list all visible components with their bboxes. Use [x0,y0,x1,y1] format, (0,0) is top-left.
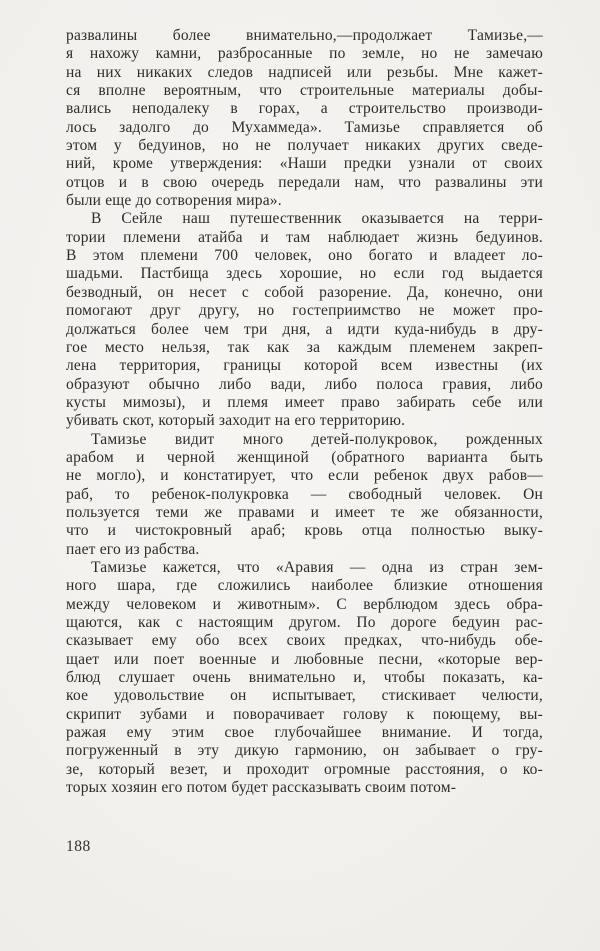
text-line: ражая ему этим свое глубочайшее внимание. И тогда, [66,724,543,742]
text-line: что и чистокровный араб; кровь отца полностью выку- [66,522,543,540]
paragraph [66,559,543,797]
text-line: между человеком и животным». С верблюдом здесь обра- [66,595,543,613]
text-line: я нахожу камни, разбросанные по земле, но не замечаю [66,45,543,63]
paragraph [66,431,543,559]
text-line: этом у бедуинов, но не получает никаких других сведе- [66,137,543,155]
text-line: пользуется теми же правами и имеет те же обязанности, [66,503,543,521]
text-line: ний, кроме утверждения: «Наши предки узнали от своих [66,155,543,173]
text-line: тории племени атайба и там наблюдает жизнь бедуинов. [66,228,543,246]
text-line: раб, то ребенок-полукровка — свободный человек. Он [66,485,543,503]
text-line: не могло), и констатирует, что если ребенок двух рабов— [66,467,543,485]
page-text-block [66,27,543,797]
text-line: зе, который везет, и проходит огромные расстояния, о ко- [66,760,543,778]
text-line: развалины более внимательно,—продолжает Тамизье,— [66,27,543,44]
text-line: отцов и в свою очередь передали нам, что развалины эти [66,173,543,191]
text-line: погруженный в эту дикую гармонию, он забывает о гру- [66,742,543,760]
text-line: гое место нельзя, так как за каждым племенем закреп- [66,338,543,356]
text-line: сказывает ему обо всех своих предках, что-нибудь обе- [66,632,543,650]
text-line: шадьми. Пастбища здесь хорошие, но если год выдается [66,265,543,283]
text-line: убивать скот, который заходит на его территорию. [66,412,406,430]
text-line: арабом и черной женщиной (обратного варианта быть [66,448,543,466]
text-line: вались неподалеку в горах, а строительство производи- [66,100,543,118]
text-line: скрипит зубами и поворачивает голову к поющему, вы- [66,705,543,723]
text-line: щает или поет военные и любовные песни, «которые вер- [66,650,543,668]
text-line: блюд слушает очень внимательно и, чтобы показать, ка- [66,669,543,687]
text-line: Тамизье кажется, что «Аравия — одна из стран зем- [91,558,543,576]
text-line: кусты мимозы), и племя имеет право забирать себе или [66,393,543,411]
text-line: пает его из рабства. [66,540,200,558]
text-line: были еще до сотворения мира». [66,192,282,210]
page-number: 188 [66,838,91,855]
text-line: безводный, он несет с собой разорение. Да, конечно, они [66,283,543,301]
paragraph [66,27,543,210]
text-line: В этом племени 700 человек, оно богато и владеет ло- [66,247,543,265]
text-line: торых хозяин его потом будет рассказывать своим потом- [66,779,457,797]
text-line: Тамизье видит много детей-полукровок, рожденных [91,430,543,448]
text-line: помогают друг другу, но гостеприимство не может про- [66,302,543,320]
text-line: ного шара, где сложились наиболее близкие отношения [66,577,543,595]
text-line: образуют обычно либо вади, либо полоса гравия, либо [66,375,543,393]
text-line: щаются, как с настоящим другом. По дороге бедуин рас- [66,614,543,631]
text-line: лось задолго до Мухаммеда». Тамизье справляется об [66,118,543,136]
text-line: лена территория, границы которой всем известны (их [66,357,543,375]
text-line: ся вполне вероятным, что строительные материалы добы- [66,82,543,100]
paragraph [66,210,543,430]
text-line: на них никаких следов надписей или резьбы. Мне кажет- [66,63,543,81]
text-line: должаться более чем три дня, а идти куда-нибудь в дру- [66,320,543,338]
text-line: кое удовольствие он испытывает, стискивает челюсти, [66,687,543,705]
text-line: В Сейле наш путешественник оказывается на терри- [91,210,543,228]
